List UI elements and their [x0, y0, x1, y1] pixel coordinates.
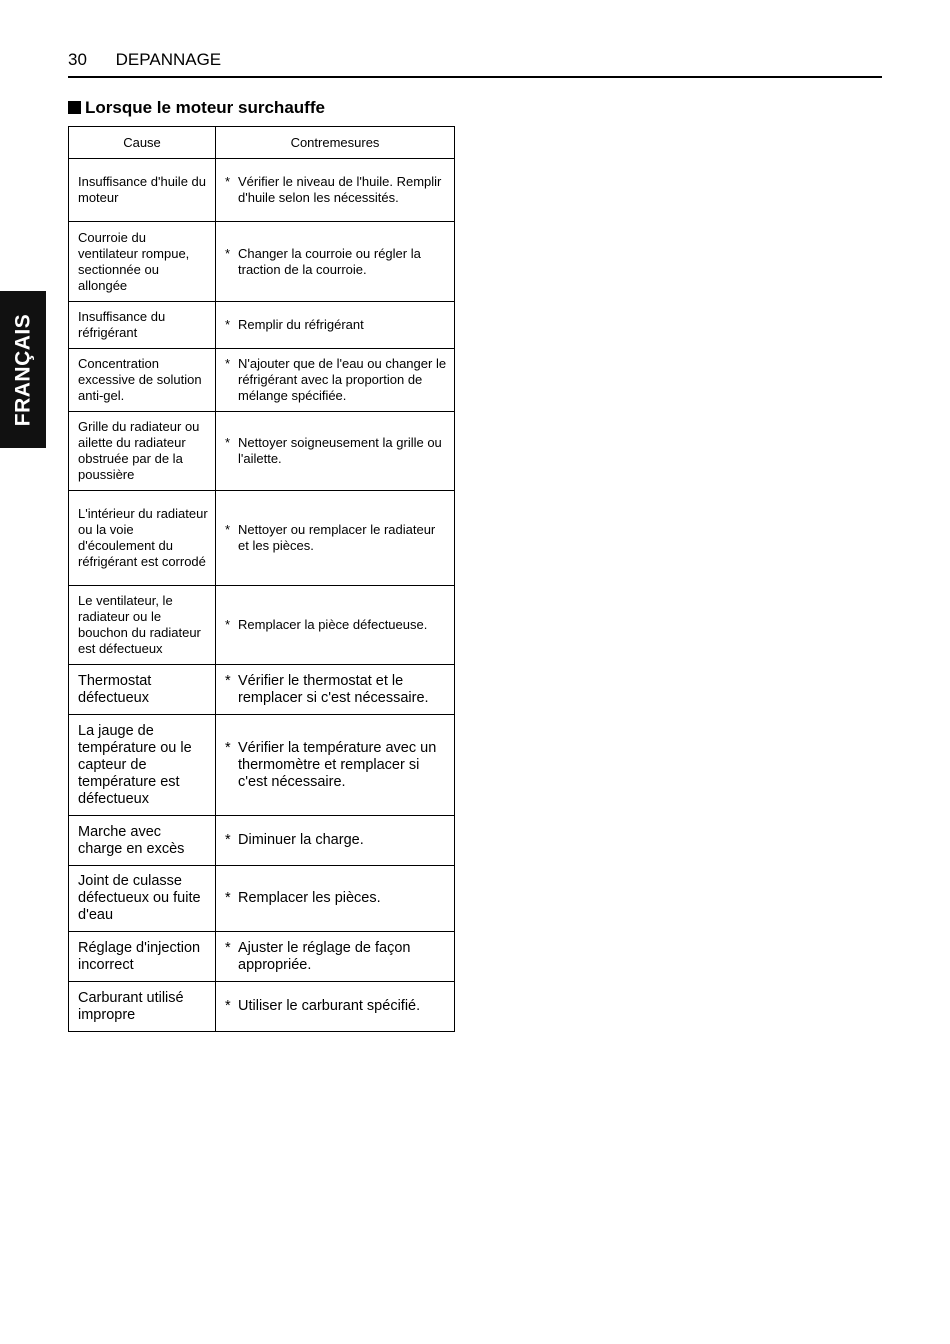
table-row — [69, 302, 455, 349]
bullet-asterisk: * — [225, 174, 231, 189]
bullet-asterisk: * — [225, 435, 231, 450]
table-row — [69, 159, 455, 222]
bullet-asterisk: * — [225, 617, 231, 632]
bullet-asterisk: * — [225, 317, 231, 332]
bullet-asterisk: * — [225, 522, 231, 537]
cause-cell: Carburant utilisé impropre — [69, 982, 216, 1032]
measure-text: Vérifier le niveau de l'huile. Remplir d'huile selon les nécessités. — [238, 174, 442, 205]
measure-text: Utiliser le carburant spécifié. — [238, 998, 421, 1014]
bullet-asterisk: * — [225, 998, 231, 1014]
table-row — [69, 586, 455, 665]
bullet-asterisk: * — [225, 739, 231, 756]
language-tab — [0, 291, 46, 448]
bullet-asterisk: * — [225, 939, 231, 956]
measure-text: Nettoyer ou remplacer le radiateur et les pièces. — [238, 522, 436, 553]
cause-cell: La jauge de température ou le capteur de température est défectueux — [69, 715, 216, 816]
table-row — [69, 982, 455, 1032]
cause-cell: L'intérieur du radiateur ou la voie d'écoulement du réfrigérant est corrodé — [69, 491, 216, 586]
measure-text: Vérifier la température avec un thermomètre et remplacer si c'est nécessaire. — [238, 739, 437, 790]
measure-text: Remplacer les pièces. — [238, 890, 381, 906]
measure-text: Ajuster le réglage de façon appropriée. — [238, 939, 411, 973]
troubleshooting-table — [68, 126, 455, 1032]
measure-cell — [216, 715, 455, 816]
cause-cell: Réglage d'injection incorrect — [69, 932, 216, 982]
measure-cell — [216, 412, 455, 491]
cause-cell: Joint de culasse défectueux ou fuite d'eau — [69, 866, 216, 932]
measure-cell — [216, 932, 455, 982]
table-row — [69, 665, 455, 715]
cause-cell: Le ventilateur, le radiateur ou le bouchon du radiateur est défectueux — [69, 586, 216, 665]
table-row — [69, 491, 455, 586]
table-row — [69, 932, 455, 982]
measure-cell — [216, 816, 455, 866]
section-title — [68, 97, 325, 119]
bullet-asterisk: * — [225, 890, 231, 906]
bullet-asterisk: * — [225, 245, 231, 261]
measure-cell — [216, 982, 455, 1032]
measure-cell — [216, 586, 455, 665]
measure-text: Vérifier le thermostat et le remplacer si c'est nécessaire. — [238, 672, 429, 706]
cause-cell: Courroie du ventilateur rompue, sectionnée ou allongée — [69, 222, 216, 302]
cause-cell: Concentration excessive de solution anti-gel. — [69, 349, 216, 412]
measure-text: Diminuer la charge. — [238, 832, 364, 848]
table-row — [69, 222, 455, 302]
page-header — [68, 50, 882, 78]
black-square-icon — [68, 101, 81, 114]
table-row — [69, 412, 455, 491]
section-name: DEPANNAGE — [115, 50, 222, 69]
column-header-cause: Cause — [69, 127, 216, 159]
measure-text: Remplir du réfrigérant — [238, 317, 364, 332]
table-row — [69, 349, 455, 412]
measure-cell — [216, 491, 455, 586]
measure-text: N'ajouter que de l'eau ou changer le réfrigérant avec la proportion de mélange spécifiée. — [238, 356, 447, 403]
page-number: 30 — [68, 50, 87, 69]
cause-cell: Insuffisance d'huile du moteur — [69, 159, 216, 222]
measure-cell — [216, 349, 455, 412]
measure-text: Nettoyer soigneusement la grille ou l'ailette. — [238, 435, 442, 466]
bullet-asterisk: * — [225, 832, 231, 848]
measure-cell — [216, 866, 455, 932]
cause-cell: Insuffisance du réfrigérant — [69, 302, 216, 349]
table-header-row — [69, 127, 455, 159]
section-title-text: Lorsque le moteur surchauffe — [85, 98, 325, 117]
table-row — [69, 816, 455, 866]
language-tab-label: FRANÇAIS — [11, 313, 34, 426]
bullet-asterisk: * — [225, 356, 231, 371]
table-row — [69, 715, 455, 816]
cause-cell: Thermostat défectueux — [69, 665, 216, 715]
table-row — [69, 866, 455, 932]
cause-cell: Marche avec charge en excès — [69, 816, 216, 866]
bullet-asterisk: * — [225, 672, 231, 689]
measure-text: Changer la courroie ou régler la traction de la courroie. — [238, 245, 421, 277]
column-header-countermeasures: Contremesures — [216, 127, 455, 159]
measure-text: Remplacer la pièce défectueuse. — [238, 617, 428, 632]
cause-cell: Grille du radiateur ou ailette du radiateur obstruée par de la poussière — [69, 412, 216, 491]
measure-cell — [216, 222, 455, 302]
measure-cell — [216, 665, 455, 715]
measure-cell — [216, 302, 455, 349]
measure-cell — [216, 159, 455, 222]
